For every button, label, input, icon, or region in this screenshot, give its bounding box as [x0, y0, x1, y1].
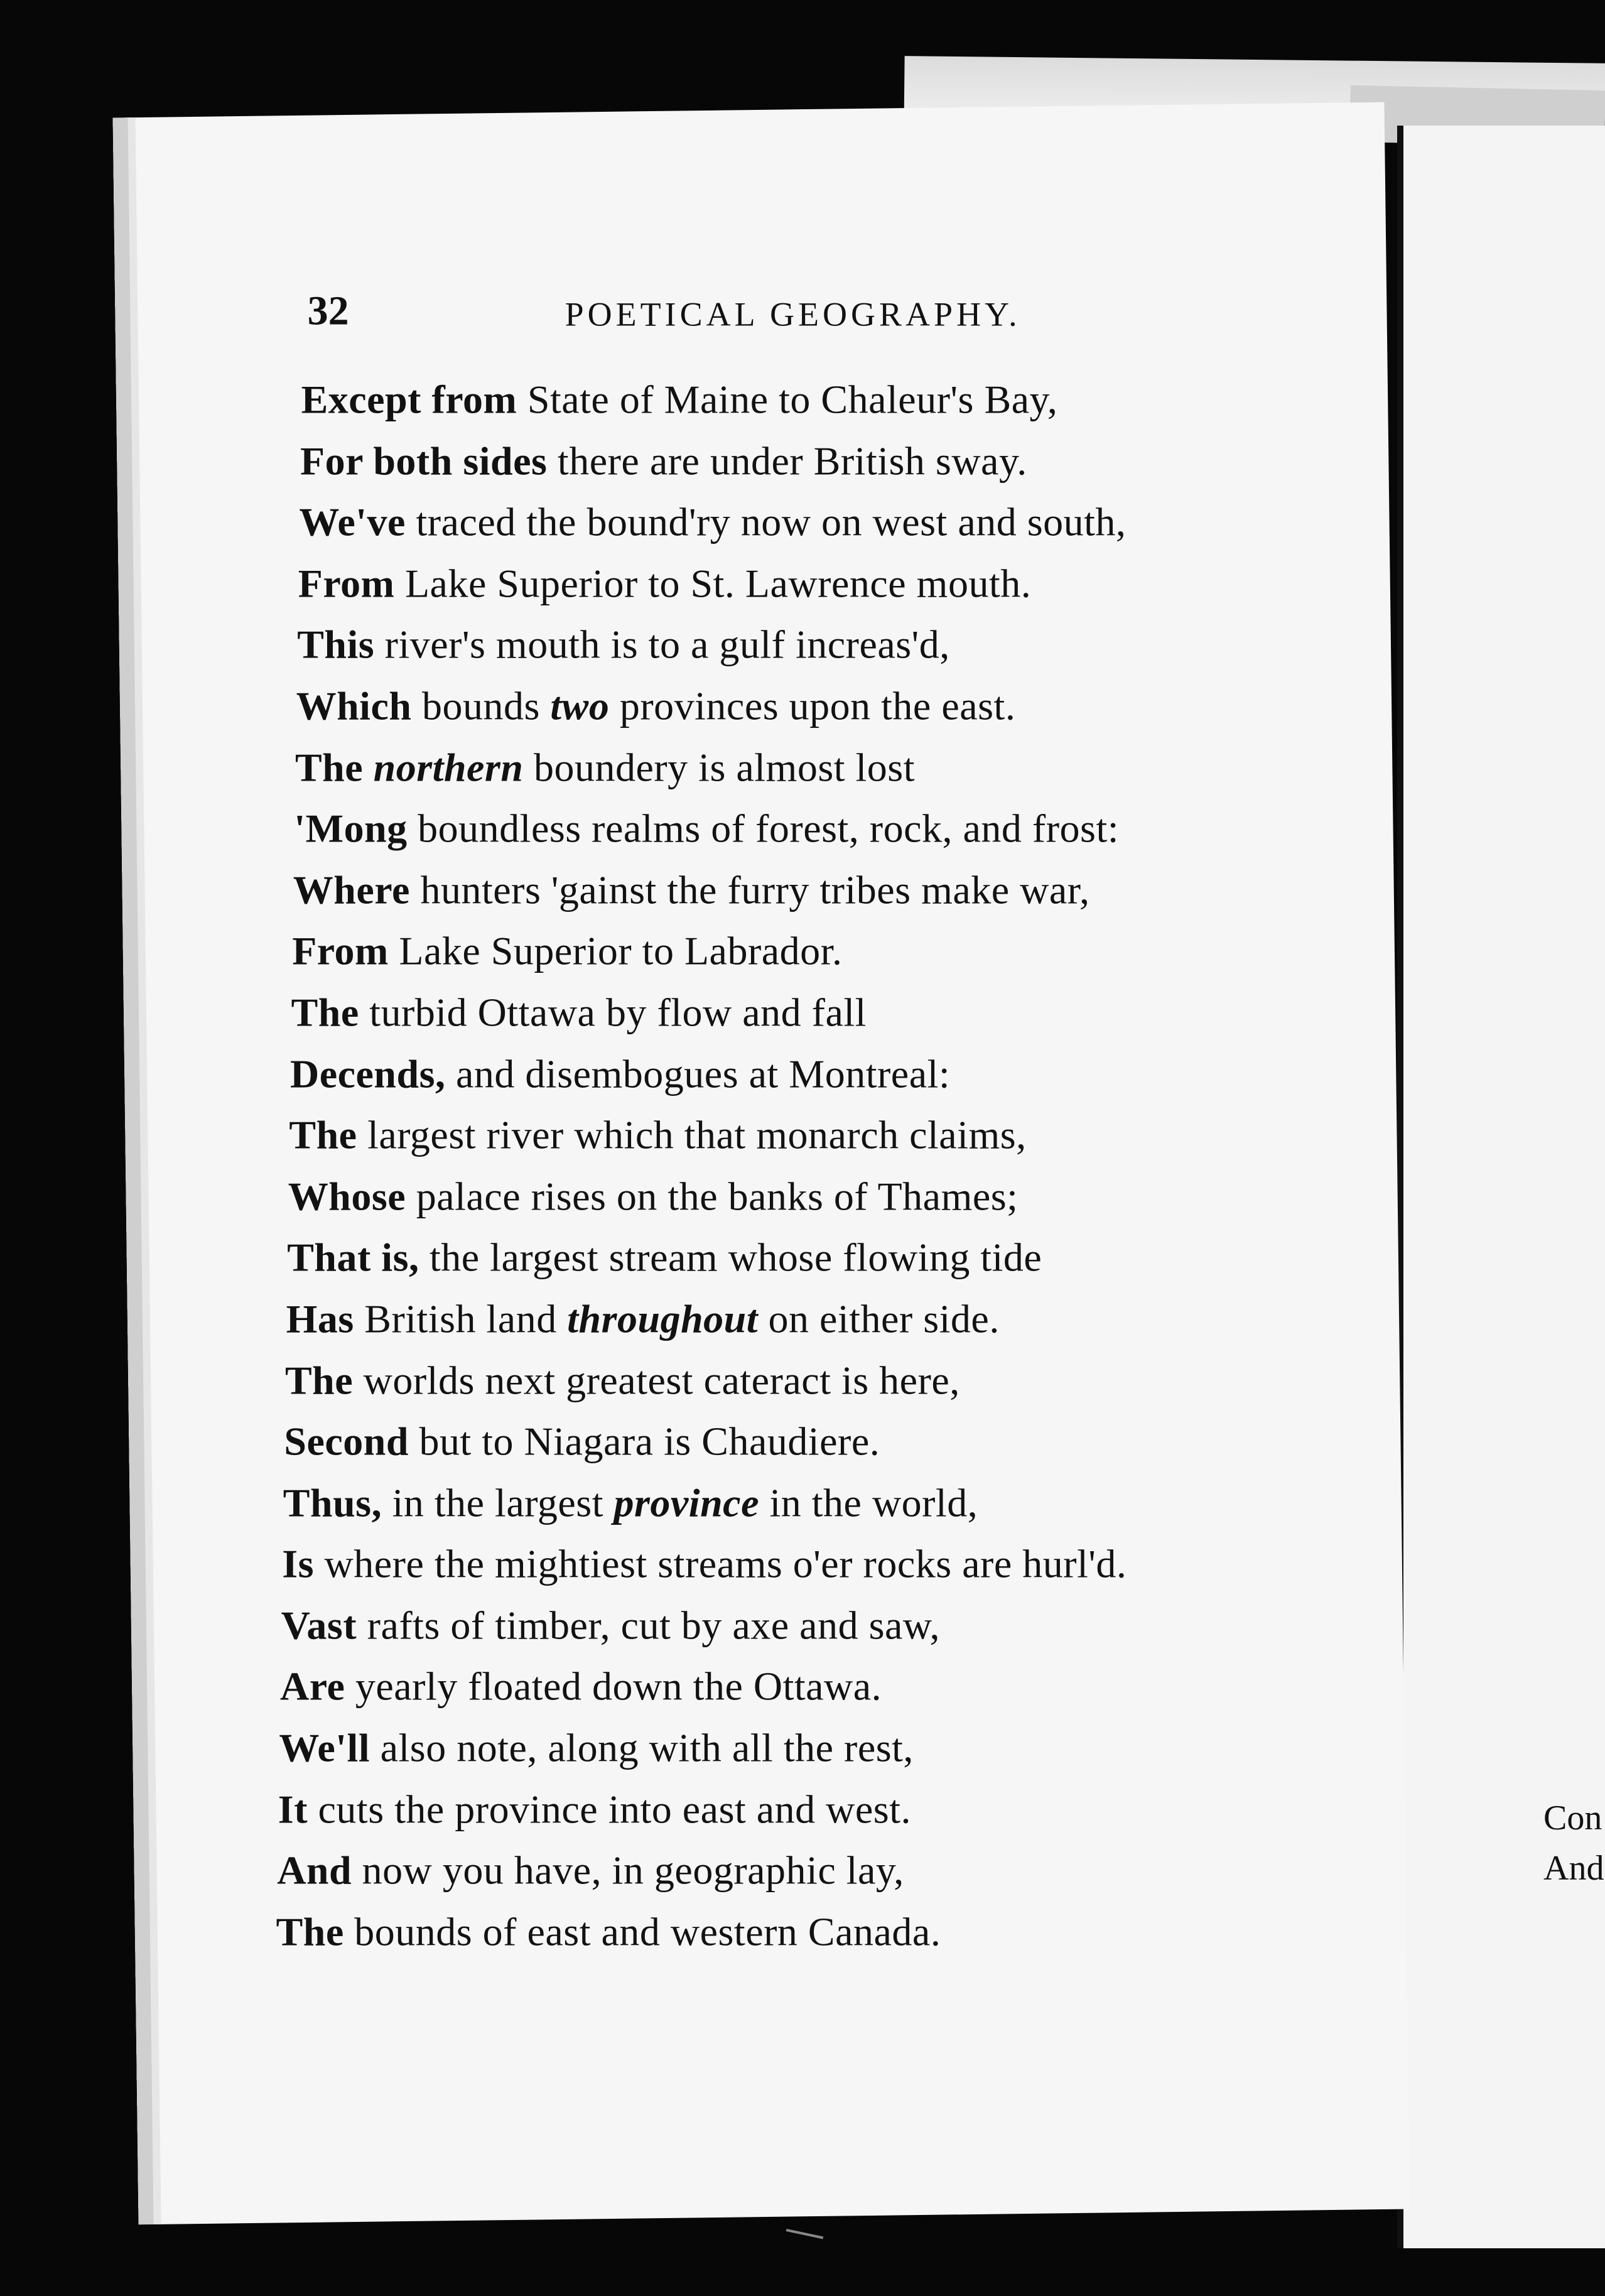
verse-line-text: cuts the province into east and west. — [308, 1787, 911, 1832]
verse-line-lead: The — [295, 745, 364, 790]
verse-line-lead: 'Mong — [294, 806, 408, 851]
verse-line — [282, 1534, 1368, 1595]
verse-line-lead: This — [297, 622, 375, 667]
verse-line — [290, 1043, 1369, 1105]
verse-line-rest: in the world, — [759, 1480, 978, 1525]
verse-line — [289, 1105, 1368, 1166]
verse-line — [276, 1901, 1369, 1963]
facing-page-fragment-2: And — [1543, 1849, 1604, 1888]
verse-line-text: traced the bound'ry now on west and south, — [405, 499, 1127, 544]
verse-line-lead: The — [289, 1112, 357, 1157]
verse-line-text: there are under British sway. — [547, 438, 1027, 484]
verse-line-rest: on either side. — [758, 1296, 1000, 1341]
verse-line — [296, 675, 1369, 737]
verse-line — [300, 430, 1369, 492]
verse-line-lead: Except from — [301, 377, 517, 422]
verse-line — [281, 1595, 1369, 1656]
verse-line-rest: provinces upon the east. — [609, 683, 1016, 728]
verse-line-text: but to Niagara is Chaudiere. — [408, 1419, 880, 1464]
verse-line-text: State of Maine to Chaleur's Bay, — [517, 377, 1058, 422]
verse-line-lead: For both sides — [300, 438, 548, 484]
verse-line — [285, 1350, 1369, 1411]
verse-line — [278, 1779, 1369, 1840]
verse-line-lead: Are — [279, 1664, 345, 1709]
verse-line-text: largest river which that monarch claims, — [357, 1112, 1027, 1157]
verse-line — [294, 798, 1368, 860]
verse-line-text: rafts of timber, cut by axe and saw, — [357, 1603, 940, 1648]
verse-line — [297, 614, 1368, 676]
verse-line-lead: The — [291, 990, 359, 1035]
facing-page-fragment-1: Con — [1543, 1799, 1602, 1838]
facing-page — [1397, 126, 1605, 2248]
verse-line — [277, 1840, 1368, 1902]
verse-line — [284, 1411, 1368, 1473]
verse-line-emphasis: two — [550, 683, 610, 728]
verse-line-lead: From — [292, 928, 389, 973]
verse-line — [295, 737, 1369, 798]
verse-line-lead: Thus, — [283, 1480, 382, 1525]
verse-line-lead: We've — [299, 499, 406, 544]
verse-line — [293, 859, 1369, 921]
verse-line — [279, 1718, 1368, 1779]
verse-line-emphasis: throughout — [567, 1296, 759, 1341]
verse-line-text: hunters 'gainst the furry tribes make war, — [409, 867, 1090, 912]
verse-line-lead: From — [298, 561, 395, 606]
verse-line-text: boundless realms of forest, rock, and frost: — [407, 806, 1120, 851]
running-title: POETICAL GEOGRAPHY. — [565, 295, 1021, 333]
verse-line-text: Lake Superior to Labrador. — [388, 928, 843, 973]
verse-line — [291, 982, 1369, 1043]
verse-line-text: also note, along with all the rest, — [370, 1725, 914, 1770]
verse-line-text: yearly floated down the Ottawa. — [345, 1664, 882, 1709]
verse-line-text: palace rises on the banks of Thames; — [406, 1174, 1019, 1219]
verse-line-lead: That is, — [287, 1235, 419, 1280]
page-number: 32 — [307, 288, 349, 334]
verse-line-lead: Which — [296, 683, 412, 728]
verse-line — [288, 1166, 1369, 1227]
verse-line-lead: The — [276, 1909, 344, 1954]
verse-line-text: turbid Ottawa by flow and fall — [359, 990, 867, 1035]
verse-line — [292, 921, 1368, 982]
verse-line-lead: Second — [284, 1419, 409, 1464]
verse-line — [298, 553, 1369, 614]
verse-line-text: bounds — [411, 683, 551, 728]
verse-line-lead: We'll — [279, 1725, 370, 1770]
verse-line-text: and disembogues at Montreal: — [445, 1051, 951, 1097]
verse-line-lead: The — [284, 1357, 354, 1402]
verse-line-lead: Whose — [288, 1174, 406, 1219]
verse-line-text: where the mightiest streams o'er rocks are hurl'd. — [314, 1541, 1127, 1586]
verse-line — [299, 492, 1368, 553]
verse-line-emphasis: northern — [373, 745, 524, 790]
verse-line-text: now you have, in geographic lay, — [352, 1848, 904, 1893]
book-page — [113, 102, 1410, 2224]
verse-line — [280, 1656, 1369, 1718]
verse-line-rest: boundery is almost lost — [523, 745, 915, 790]
verse-line-text: the largest stream whose flowing tide — [419, 1235, 1042, 1280]
verse-block — [276, 369, 1369, 1962]
verse-line-lead: Is — [282, 1541, 315, 1586]
verse-line — [286, 1288, 1369, 1350]
verse-line-lead: And — [277, 1848, 352, 1893]
verse-line — [301, 369, 1369, 430]
running-head — [308, 287, 1124, 356]
verse-line-text: British land — [354, 1296, 568, 1341]
verse-line-lead: Decends, — [289, 1051, 446, 1097]
verse-line-text: bounds of east and western Canada. — [343, 1909, 941, 1954]
verse-line-text: Lake Superior to St. Lawrence mouth. — [394, 561, 1032, 606]
verse-line-lead: Vast — [281, 1603, 357, 1648]
verse-line-text: river's mouth is to a gulf increas'd, — [374, 622, 950, 667]
verse-line — [283, 1472, 1369, 1534]
verse-line-emphasis: province — [613, 1480, 759, 1525]
verse-line-lead: Where — [293, 867, 410, 912]
verse-line — [287, 1227, 1368, 1289]
verse-line-text: worlds next greatest cateract is here, — [353, 1357, 960, 1402]
verse-line-text — [363, 745, 374, 789]
verse-line-lead: Has — [286, 1296, 354, 1341]
verse-line-text: in the largest — [382, 1480, 614, 1525]
verse-line-lead: It — [278, 1787, 308, 1832]
